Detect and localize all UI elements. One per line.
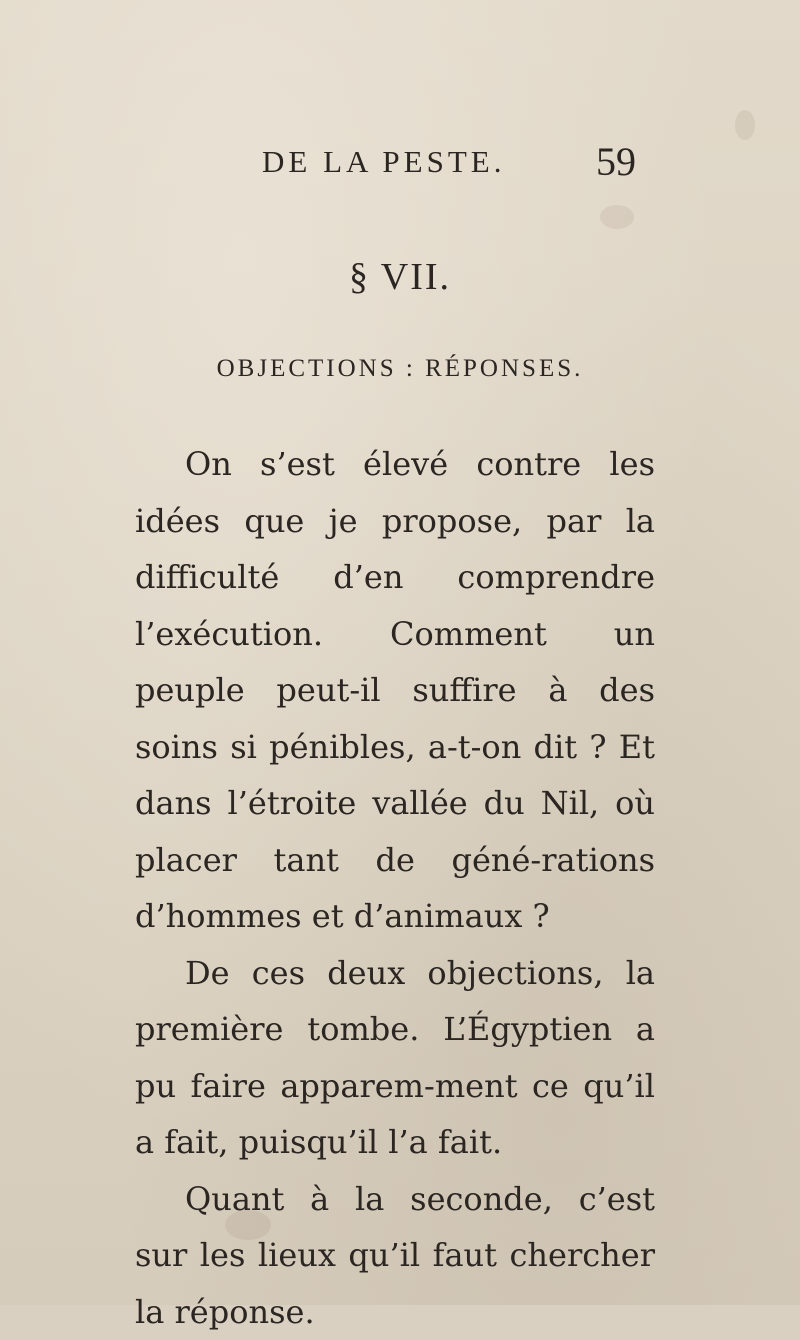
paragraph: Quant à la seconde, c’est sur les lieux qu’il faut chercher la réponse. bbox=[135, 1171, 655, 1340]
paragraph: De ces deux objections, la première tombe. L’Égyptien a pu faire apparem-ment ce qu’il a fait, puisqu’il l’a fait. bbox=[135, 945, 655, 1171]
page-number: 59 bbox=[596, 138, 636, 185]
running-head: DE LA PESTE. bbox=[262, 144, 505, 180]
body-text bbox=[135, 436, 655, 1340]
section-title: OBJECTIONS : RÉPONSES. bbox=[0, 355, 800, 383]
paper-stain bbox=[600, 205, 634, 229]
paragraph: On s’est élevé contre les idées que je propose, par la difficulté d’en comprendre l’exécution. Comment un peuple peut-il suffire à des soins si pénibles, a-t-on dit ? Et dans l’étroite vallée du Nil, où placer tant de géné-rations d’hommes et d’animaux ? bbox=[135, 436, 655, 945]
paper-stain bbox=[735, 110, 755, 140]
section-number: § VII. bbox=[0, 255, 800, 299]
